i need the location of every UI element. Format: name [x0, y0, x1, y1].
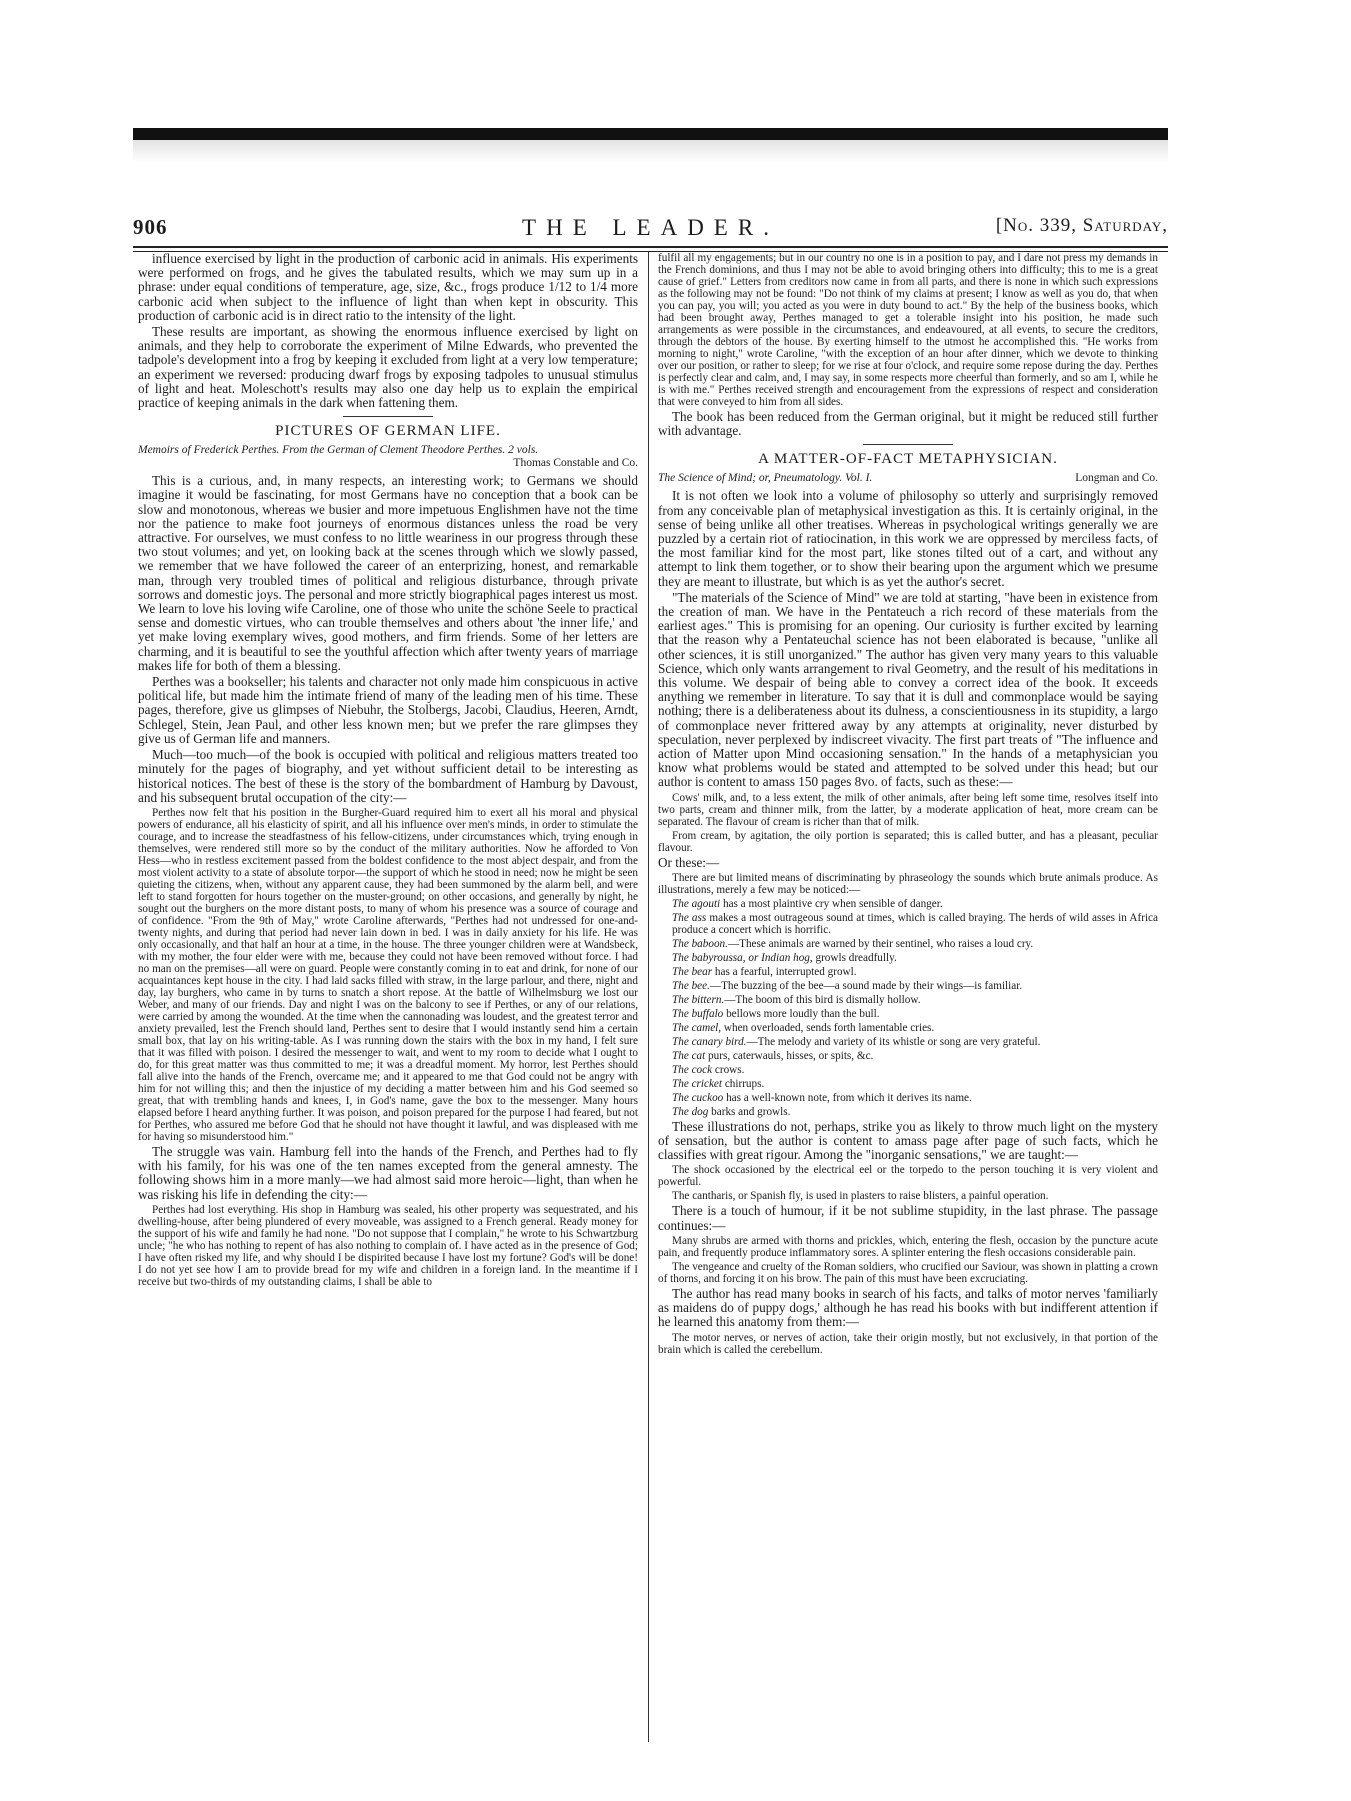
animal-sound-entry	[672, 1092, 1158, 1104]
article-paragraph: The struggle was vain. Hamburg fell into the hands of the French, and Perthes had to fly with his family, for his was one of the ten names excepted from the general amnesty. The following shows him in a more manly—we had almost said more heroic—light, than when he was risking his life in defending the city:—	[138, 1143, 638, 1202]
animal-sound-list	[658, 898, 1158, 1118]
article-paragraph: The author has read many books in search of his facts, and talks of motor nerves 'familiarly as maidens do of puppy dogs,' although he has read his books with but indifferent attention if he learned this anatomy from them:—	[658, 1285, 1158, 1330]
animal-sound-text: has a most plaintive cry when sensible of danger.	[720, 897, 943, 910]
animal-sound-text: barks and growls.	[708, 1105, 791, 1118]
animal-sound-entry	[672, 912, 1158, 936]
article-paragraph: This is a curious, and, in many respects, an interesting work; to Germans we should imagine it would be fascinating, for most Germans have no conception that a book can be slow and monotonous, whereas we busier and more impetuous Englishmen have not the time nor the patience to make foot journeys of enormous distances unless the road be very attractive. For ourselves, we must confess to no little weariness in our progress through these two stout volumes; and yet, on looking back at the scenes through which we slowly passed, we remember that we have followed the career of an enterprizing, honest, and remarkable man, through very troubled times of political and religious disturbance, through private sorrows and domestic joys. The personal and more strictly biographical pages interest us most. We learn to love his loving wife Caroline, one of those who unite the schöne Seele to practical sense and domestic virtues, who can trouble themselves and others about 'the inner life,' and yet make loving exemplary wives, good mothers, and firm friends. Some of her letters are charming, and it is beautiful to see the youthful affection which after twenty years of marriage makes life for both of them a blessing.	[138, 473, 638, 673]
column-divider	[648, 252, 649, 1742]
article-heading: PICTURES OF GERMAN LIFE.	[275, 423, 501, 440]
left-column	[138, 252, 638, 1742]
source-publisher: Longman and Co.	[1075, 472, 1158, 485]
masthead	[133, 215, 1168, 247]
animal-sound-entry	[672, 1008, 1158, 1020]
animal-sound-text: —The melody and variety of its whistle or song are very grateful.	[746, 1035, 1041, 1048]
animal-sound-entry	[672, 980, 1158, 992]
animal-sound-entry	[672, 1064, 1158, 1076]
animal-name: The cricket	[672, 1077, 723, 1090]
extract-paragraph: Perthes now felt that his position in the Burgher-Guard required him to exert all his moral and physical powers of endurance, all his elasticity of spirit, and all his influence over men's minds, in order to stimulate the courage, and to increase the steadfastness of his fellow-citizens, under circumstances which, trying enough in themselves, were rendered still more so by the conduct of the military authorities. Now he afforded to Von Hess—who in restless excitement passed from the boldest confidence to the most abject despair, and from the most violent activity to a state of absolute torpor—the support of which he stood in need; now he might be seen quieting the citizens, when, without any apparent cause, they had been summoned by the alarm bell, and were left to stand forgotten for hours together on the muster-ground; on other occasions, and generally by night, he sought out the burghers on the more distant posts, to many of whom his presence was a source of courage and of confidence. "From the 9th of May," wrote Caroline afterwards, "Perthes had not undressed for one-and-twenty nights, and during that period had never lain down in bed. I was in daily anxiety for his life. He was only occasionally, and that half an hour at a time, in the house. The three younger children were at Wandsbeck, with my mother, the four elder were with me, because they could not have been removed without force. I had no man on the premises—all were on guard. People were constantly coming in to eat and drink, for none of our acquaintances kept house in the city. I had laid sacks filled with straw, in the large parlour, and there, night and day, lay burghers, who came in by turns to snatch a short repose. At the battle of Wilhelmsburg we lost our Weber, and many of our friends. Day and night I was on the balcony to see if Perthes, or any of our relations, were carried by among the wounded. At the time when the cannonading was loudest, and the greatest terror and anxiety prevailed, lest the French should land, Perthes sent to desire that I would instantly send him a certain small box, that lay on his writing-table. As I was running down the stairs with the box in my hand, I felt sure that it was filled with poison. I desired the messenger to wait, and went to my room to decide what I ought to do, for this great matter was thus committed to me; it was a dreadful moment. My horror, lest Perthes should fall alive into the hands of the French, overcame me; and it appeared to me that God could not be angry with him for not willing this; and then the injustice of my deciding a matter between him and his God seemed so great, that with trembling hands and knees, I, in God's name, gave the box to the messenger. Many hours elapsed before I heard anything further. It was poison, and poison prepared for the purpose I had feared, but not for Perthes, who assured me before God that he should not have thought it lawful, and was displeased with me for having so misunderstood him."	[138, 806, 638, 1143]
animal-name: The bear	[672, 965, 713, 978]
animal-name: The bee.	[672, 979, 710, 992]
article-paragraph: Much—too much—of the book is occupied with political and religious matters treated too minutely for the pages of biography, and yet without sufficient detail to be interesting as historical notices. The best of these is the story of the bombardment of Hamburg by Davoust, and his subsequent brutal occupation of the city:—	[138, 747, 638, 805]
source-title: Memoirs of Frederick Perthes. From the German of Clement Theodore Perthes. 2 vols.	[138, 444, 539, 457]
extract-paragraph: From cream, by agitation, the oily portion is separated; this is called butter, and has a pleasant, peculiar flavour.	[658, 829, 1158, 854]
animal-sound-text: —These animals are warned by their sentinel, who raises a loud cry.	[727, 937, 1034, 950]
animal-sound-entry	[672, 1050, 1158, 1062]
extract-paragraph: There are but limited means of discriminating by phraseology the sounds which brute animals produce. As illustrations, merely a few may be noticed:—	[658, 871, 1158, 896]
paper-title: THE LEADER.	[522, 215, 779, 240]
extract-paragraph: Perthes had lost everything. His shop in Hamburg was sealed, his other property was sequestrated, and his dwelling-house, after being plundered of every moveable, was assigned to a French general. Ready money for the support of his wife and family he had none. "Do not suppose that I complain," he wrote to his Schwartzburg uncle; "he who has nothing to repent of has also nothing to complain of. I have acted as in the presence of God; I have often risked my life, and why should I be dispirited because I have lost my fortune? God's will be done! I do not yet see how I am to provide bread for my wife and children in a foreign land. In the meantime if I receive but two-thirds of my outstanding claims, I shall be able to	[138, 1203, 638, 1288]
article-paragraph: It is not often we look into a volume of philosophy so utterly and surprisingly removed from any conceivable plan of metaphysical investigation as this. It is certainly original, in the sense of being unlike all other treatises. Whereas in psychological writings generally we are puzzled by a certain riot of ratiocination, in this work we are oppressed by merciless facts, of the most familiar kind for the most part, like stones tilted out of a cart, and without any attempt to link them together, or to show their bearing upon the argument which we presume they are meant to illustrate, but which is as yet the author's secret.	[658, 488, 1158, 589]
animal-sound-text: purs, caterwauls, hisses, or spits, &c.	[705, 1049, 874, 1062]
animal-name: The buffalo	[672, 1007, 724, 1020]
article-paragraph: Or these:—	[658, 854, 720, 870]
article-paragraph: influence exercised by light in the production of carbonic acid in animals. His experiments were performed on frogs, and he gives the tabulated results, which we may sum up in a phrase: under equal conditions of temperature, age, size, &c., frogs produce 1/12 to 1/4 more carbonic acid when subject to the influence of light than when kept in obscurity. This production of carbonic acid is in direct ratio to the intensity of the light.	[138, 252, 638, 323]
extract-paragraph: The shock occasioned by the electrical eel or the torpedo to the person touching it is very violent and powerful.	[658, 1164, 1158, 1189]
animal-sound-text: has a fearful, interrupted growl.	[712, 965, 857, 978]
animal-name: The ass	[672, 911, 707, 924]
animal-name: The agouti	[672, 897, 721, 910]
top-border-bar	[133, 128, 1168, 140]
animal-sound-text: has a well-known note, from which it derives its name.	[723, 1091, 972, 1104]
animal-name: The camel,	[672, 1021, 722, 1034]
article-paragraph: These illustrations do not, perhaps, strike you as likely to throw much light on the mystery of sensation, but the author is content to amass page after page of such facts, which he classifies with great rigour. Among the "inorganic sensations," we are taught:—	[658, 1118, 1158, 1163]
animal-sound-text: crows.	[712, 1063, 745, 1076]
animal-sound-entry	[672, 898, 1158, 910]
extract-paragraph: The vengeance and cruelty of the Roman soldiers, who crucified our Saviour, was shown in platting a crown of thorns, and forcing it on his brow. The pain of this must have been excruciating.	[658, 1260, 1158, 1285]
animal-name: The baboon.	[672, 937, 728, 950]
animal-sound-text: —The buzzing of the bee—a sound made by their wings—is familiar.	[709, 979, 1023, 992]
animal-name: The canary bird.	[672, 1035, 747, 1048]
article-paragraph: There is a touch of humour, if it be not sublime stupidity, in the last phrase. The passage continues:—	[658, 1203, 1158, 1233]
animal-sound-text: —The boom of this bird is dismally hollow.	[724, 993, 921, 1006]
animal-sound-entry	[672, 966, 1158, 978]
animal-sound-text: when overloaded, sends forth lamentable cries.	[721, 1021, 935, 1034]
source-publisher: Thomas Constable and Co.	[513, 457, 638, 470]
animal-sound-entry	[672, 1078, 1158, 1090]
animal-sound-text: makes a most outrageous sound at times, which is called braying. The herds of wild asses in Africa produce a concert which is horrific.	[672, 911, 1158, 936]
issue-info: [No. 339, Saturday,	[995, 215, 1168, 236]
animal-name: The babyroussa, or Indian hog,	[672, 951, 813, 964]
animal-sound-entry	[672, 1036, 1158, 1048]
review-source	[658, 472, 1158, 485]
animal-name: The bittern.	[672, 993, 725, 1006]
article-paragraph: The book has been reduced from the German original, but it might be reduced still further with advantage.	[658, 409, 1158, 439]
article-paragraph: Perthes was a bookseller; his talents and character not only made him conspicuous in active political life, but made him the intimate friend of many of the leading men of his time. These pages, therefore, give us glimpses of Niebuhr, the Stolbergs, Jacobi, Claudius, Heeren, Arndt, Schlegel, Stein, Jean Paul, and other less known men; but we prefer the rare glimpses they give us of German life and manners.	[138, 674, 638, 746]
section-rule	[863, 444, 953, 445]
top-border-shadow	[133, 140, 1168, 162]
article-heading: A MATTER-OF-FACT METAPHYSICIAN.	[758, 451, 1058, 468]
article-paragraph: "The materials of the Science of Mind" we are told at starting, "have been in existence from the creation of man. We have in the Pentateuch a rich record of these materials from the earliest ages." This is promising for an opening. Our curiosity is further excited by learning that the reason why a Pentateuchal science has not been elaborated is because, "unlike all other sciences, it is still unorganized." The author has given very many years to this valuable Science, which only wants arrangement to rival Geometry, and the result of his meditations in this volume. We despair of being able to convey a correct idea of the book. It exceeds anything we remember in literature. To say that it is dull and commonplace would be saying nothing; there is a deliberateness about its dulness, a conscientiousness in its stupidity, a largo of commonplace never frittered away by any attempts at originality, never disturbed by speculation, never perplexed by indiscreet vivacity. The first part treats of "The influence and action of Matter upon Mind occasioning sensation." In the hands of a metaphysician you know what problems would be stated and attempted to be solved under this head; but our author is content to amass 150 pages 8vo. of facts, such as these:—	[658, 589, 1158, 790]
article-paragraph: These results are important, as showing the enormous influence exercised by light on animals, and they help to corroborate the experiment of Milne Edwards, who prevented the tadpole's development into a frog by keeping it excluded from light at a very low temperature; an experiment we reversed: producing dwarf frogs by exposing tadpoles to unusual stimulus of light and heat. Moleschott's results may also one day help us to explain the empirical practice of keeping animals in the dark when fattening them.	[138, 324, 638, 411]
animal-sound-text: bellows more loudly than the bull.	[723, 1007, 880, 1020]
section-rule	[343, 416, 433, 417]
animal-sound-entry	[672, 1022, 1158, 1034]
right-column	[658, 252, 1158, 1742]
animal-sound-entry	[672, 1106, 1158, 1118]
extract-paragraph: fulfil all my engagements; but in our country no one is in a position to pay, and I dare not press my demands in the French dominions, and thus I may not be able to avoid bringing others into difficulty; this to me is a great cause of grief." Letters from creditors now came in from all parts, and there is none in which such expressions as the following may not be found: "Do not think of my claims at present; I know as well as you do, that when you can pay, you will; you acted as you were in duty bound to act." By the help of the business books, which had been brought away, Perthes managed to get a tolerable insight into his position, he made such arrangements as were possible in the circumstances, and endeavoured, at all events, to secure the creditors, through the debtors of the house. By exerting himself to the utmost he accomplished this. "He works from morning to night," wrote Caroline, "with the exception of an hour after dinner, which we devote to thinking over our position, or rather to sleep; for we rise at four o'clock, and require some repose during the day. Perthes is perfectly clear and calm, and, I may say, in some respects more cheerful than formerly, and so am I, while he is with me." Perthes received strength and encouragement from the expressions of respect and consideration that were conveyed to him from all sides.	[658, 252, 1158, 408]
extract-paragraph: The cantharis, or Spanish fly, is used in plasters to raise blisters, a painful operation.	[672, 1190, 1049, 1203]
animal-sound-text: chirrups.	[722, 1077, 765, 1090]
animal-sound-entry	[672, 994, 1158, 1006]
animal-name: The cock	[672, 1063, 713, 1076]
animal-name: The dog	[672, 1105, 709, 1118]
animal-name: The cat	[672, 1049, 706, 1062]
page-number: 906	[133, 215, 168, 239]
source-title: The Science of Mind; or, Pneumatology. Vol. I.	[658, 472, 873, 485]
extract-paragraph: The motor nerves, or nerves of action, take their origin mostly, but not exclusively, in that portion of the brain which is called the cerebellum.	[658, 1331, 1158, 1356]
review-source	[138, 444, 638, 470]
extract-paragraph: Many shrubs are armed with thorns and prickles, which, entering the flesh, occasion by the puncture acute pain, and frequently produce inflammatory sores. A splinter entering the flesh occasions considerable pain.	[658, 1234, 1158, 1259]
extract-paragraph: Cows' milk, and, to a less extent, the milk of other animals, after being left some time, resolves itself into two parts, cream and thinner milk, from the latter, by a moderate application of heat, more cream can be separated. The flavour of cream is richer than that of milk.	[658, 791, 1158, 828]
animal-name: The cuckoo	[672, 1091, 724, 1104]
animal-sound-entry	[672, 952, 1158, 964]
animal-sound-entry	[672, 938, 1158, 950]
animal-sound-text: growls dreadfully.	[812, 951, 897, 964]
